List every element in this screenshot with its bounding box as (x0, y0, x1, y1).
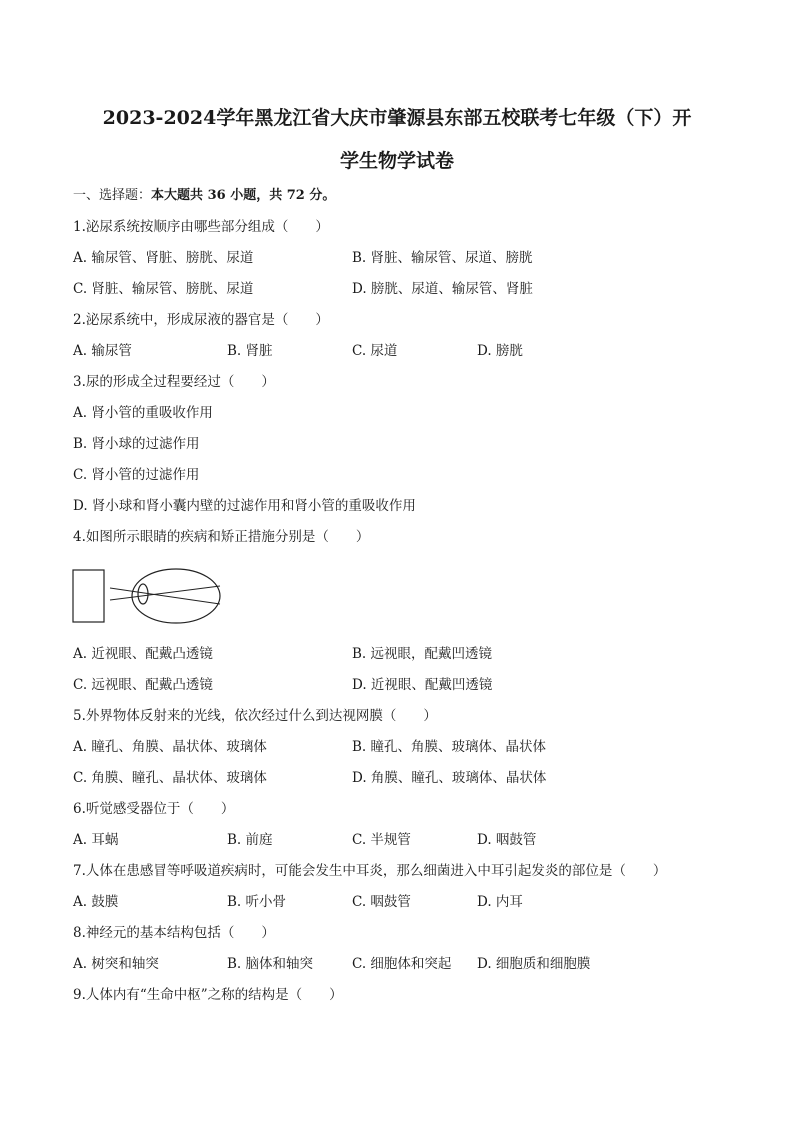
section-count: 36 (207, 188, 226, 203)
section-heading (73, 186, 733, 206)
option-d[interactable]: D. 膀胱、尿道、输尿管、肾脏 (352, 281, 533, 297)
option-d[interactable]: D. 内耳 (477, 894, 523, 910)
option-d[interactable]: D. 咽鼓管 (477, 832, 537, 848)
option-c[interactable]: C. 肾脏、输尿管、膀胱、尿道 (73, 281, 254, 297)
question-stem: 1.泌尿系统按顺序由哪些部分组成（ ） (73, 219, 329, 235)
option-a[interactable]: A. 树突和轴突 (73, 956, 159, 972)
option-a[interactable]: A. 鼓膜 (73, 894, 119, 910)
eye-diagram (72, 566, 227, 626)
object-rect (73, 570, 104, 622)
option-a[interactable]: A. 近视眼、配戴凸透镜 (73, 646, 213, 662)
option-c[interactable]: C. 远视眼、配戴凸透镜 (73, 677, 213, 693)
exam-title-line1: 2023-2024学年黑龙江省大庆市肇源县东部五校联考七年级（下）开 (102, 107, 692, 129)
light-ray (110, 586, 220, 600)
question-stem: 2.泌尿系统中，形成尿液的器官是（ ） (73, 312, 329, 328)
option-d[interactable]: D. 角膜、瞳孔、玻璃体、晶状体 (352, 770, 547, 786)
option-c[interactable]: C. 咽鼓管 (352, 894, 411, 910)
option-d[interactable]: D. 细胞质和细胞膜 (477, 956, 591, 972)
question-stem: 7.人体在患感冒等呼吸道疾病时，可能会发生中耳炎，那么细菌进入中耳引起发炎的部位是（ ） (73, 863, 667, 879)
option-c[interactable]: C. 肾小管的过滤作用 (73, 467, 200, 483)
option-a[interactable]: A. 瞳孔、角膜、晶状体、玻璃体 (73, 739, 267, 755)
section-desc: 本大题共 (151, 188, 204, 203)
option-b[interactable]: B. 肾脏 (227, 343, 273, 359)
question-stem: 9.人体内有“生命中枢”之称的结构是（ ） (73, 987, 343, 1003)
question-stem: 5.外界物体反射来的光线，依次经过什么到达视网膜（ ） (73, 708, 437, 724)
exam-title-line2: 学生物学试卷 (339, 150, 454, 172)
option-d[interactable]: D. 肾小球和肾小囊内壁的过滤作用和肾小管的重吸收作用 (73, 498, 416, 514)
option-c[interactable]: C. 尿道 (352, 343, 398, 359)
question-stem: 8.神经元的基本结构包括（ ） (73, 925, 275, 941)
option-a[interactable]: A. 输尿管 (73, 343, 132, 359)
option-b[interactable]: B. 前庭 (227, 832, 273, 848)
option-b[interactable]: B. 肾小球的过滤作用 (73, 436, 200, 452)
question-stem: 4.如图所示眼睛的疾病和矫正措施分别是（ ） (73, 529, 370, 545)
question-stem: 3.尿的形成全过程要经过（ ） (73, 374, 275, 390)
option-d[interactable]: D. 膀胱 (477, 343, 523, 359)
option-a[interactable]: A. 输尿管、肾脏、膀胱、尿道 (73, 250, 254, 266)
option-b[interactable]: B. 脑体和轴突 (227, 956, 314, 972)
question-stem: 6.听觉感受器位于（ ） (73, 801, 235, 817)
option-b[interactable]: B. 瞳孔、角膜、玻璃体、晶状体 (352, 739, 547, 755)
option-c[interactable]: C. 半规管 (352, 832, 411, 848)
option-b[interactable]: B. 肾脏、输尿管、尿道、膀胱 (352, 250, 533, 266)
option-c[interactable]: C. 角膜、瞳孔、晶状体、玻璃体 (73, 770, 267, 786)
option-c[interactable]: C. 细胞体和突起 (352, 956, 452, 972)
light-ray (110, 588, 220, 604)
section-score: 72 (286, 188, 305, 203)
option-b[interactable]: B. 远视眼，配戴凹透镜 (352, 646, 493, 662)
section-suffix: 分。 (309, 188, 336, 203)
eye-lens (138, 584, 148, 604)
option-d[interactable]: D. 近视眼、配戴凹透镜 (352, 677, 493, 693)
section-mid: 小题，共 (230, 188, 283, 203)
option-b[interactable]: B. 听小骨 (227, 894, 287, 910)
option-a[interactable]: A. 耳蜗 (73, 832, 119, 848)
option-a[interactable]: A. 肾小管的重吸收作用 (73, 405, 213, 421)
section-prefix: 一、选择题： (73, 188, 152, 203)
